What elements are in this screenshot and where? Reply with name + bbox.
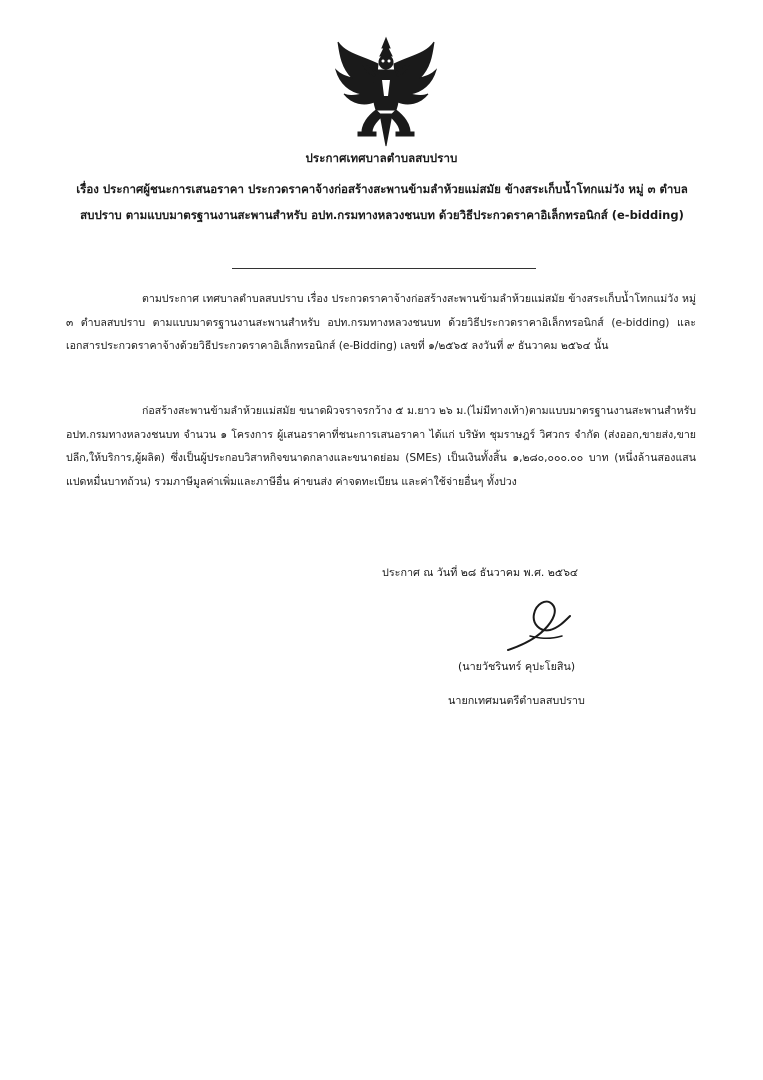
garuda-emblem-icon [332, 34, 440, 148]
organization-title: ประกาศเทศบาลตำบลสบปราบ [305, 151, 458, 165]
announcement-subject: เรื่อง ประกาศผู้ชนะการเสนอราคา ประกวดราคาจ้างก่อสร้างสะพานข้ามลำห้วยแม่สมัย ข้างสระเก็บน้ำโทกแม่วัง หมู่ ๓ ตำบลสบปราบ ตามแบบมาตรฐานงานสะพานสำหรับ อปท.กรมทางหลวงชนบท ด้วยวิธีประกวดราคาอิเล็กทรอนิกส์ (e-bidding) [76, 182, 688, 222]
body-paragraph-2: ก่อสร้างสะพานข้ามลำห้วยแม่สมัย ขนาดผิวจราจรกว้าง ๕ ม.ยาว ๒๖ ม.(ไม่มีทางเท้า)ตามแบบมาตรฐานงานสะพานสำหรับ อปท.กรมทางหลวงชนบท จำนวน ๑ โครงการ ผู้เสนอราคาที่ชนะการเสนอราคา ได้แก่ บริษัท ชุมราษฎร์ วิศวกร จำกัด (ส่งออก,ขายส่ง,ขายปลีก,ให้บริการ,ผู้ผลิต) ซึ่งเป็นผู้ประกอบวิสาหกิจขนาดกลางและขนาดย่อม (SMEs) เป็นเงินทั้งสิ้น ๑,๒๘๐,๐๐๐.๐๐ บาท (หนึ่งล้านสองแสนแปดหมื่นบาทถ้วน) รวมภาษีมูลค่าเพิ่มและภาษีอื่น ค่าขนส่ง ค่าจดทะเบียน และค่าใช้จ่ายอื่นๆ ทั้งปวง [66, 405, 696, 488]
signer-name: (นายวัชรินทร์ คุปะโยสิน) [458, 660, 576, 673]
signer-title: นายกเทศมนตรีตำบลสบปราบ [448, 694, 585, 707]
announcement-dateline: ประกาศ ณ วันที่ ๒๘ ธันวาคม พ.ศ. ๒๕๖๔ [382, 566, 579, 579]
body-paragraph-1: ตามประกาศ เทศบาลตำบลสบปราบ เรื่อง ประกวดราคาจ้างก่อสร้างสะพานข้ามลำห้วยแม่สมัย ข้างสระเก็บน้ำโทกแม่วัง หมู่ ๓ ตำบลสบปราบ ตามแบบมาตรฐานงานสะพานสำหรับ อปท.กรมทางหลวงชนบท ด้วยวิธีประกวดราคาอิเล็กทรอนิกส์ (e-bidding) และเอกสารประกวดราคาจ้างด้วยวิธีประกวดราคาอิเล็กทรอนิกส์ (e-Bidding) เลขที่ ๑/๒๕๖๕ ลงวันที่ ๙ ธันวาคม ๒๕๖๔ นั้น [66, 293, 696, 352]
divider-line [232, 268, 536, 269]
handwritten-signature [500, 596, 580, 656]
